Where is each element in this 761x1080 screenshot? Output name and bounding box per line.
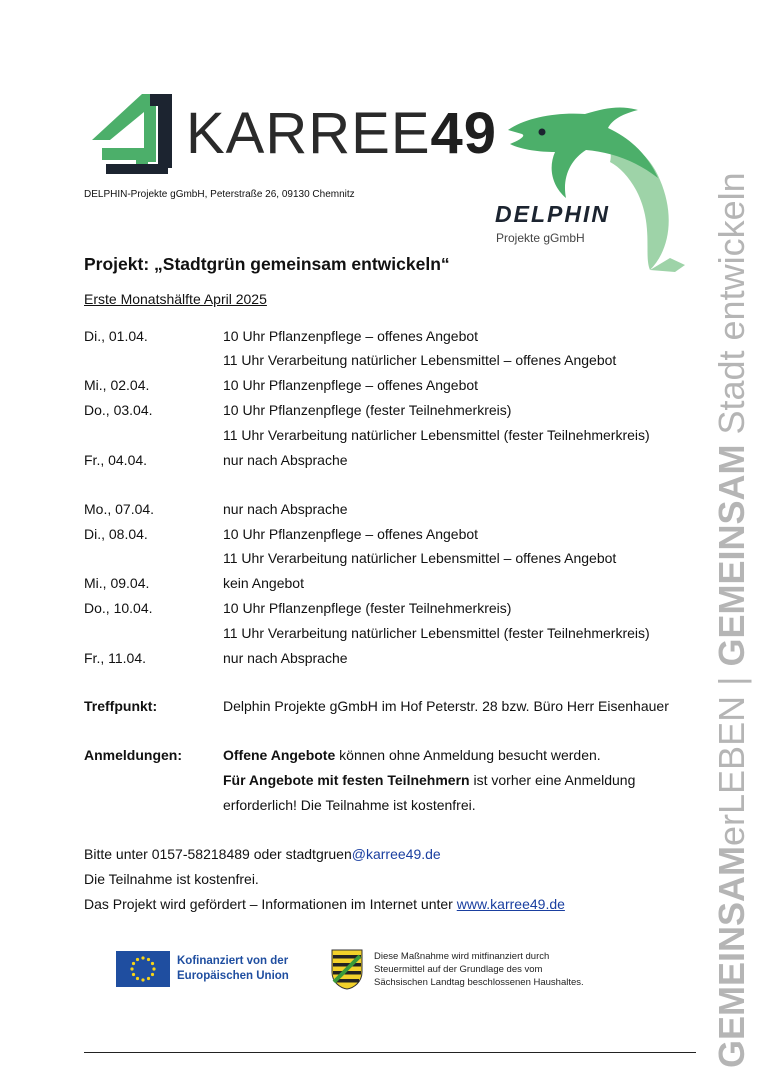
- sender-address: DELPHIN-Projekte gGmbH, Peterstraße 26, 09130 Chemnitz: [84, 189, 355, 200]
- dolphin-logo-icon: [500, 100, 700, 275]
- contact-phone-email: Bitte unter 0157-58218489 oder stadtgruen: [84, 846, 352, 862]
- schedule-day: Di., 08.04.: [84, 526, 148, 542]
- registration-line-1-rest: können ohne Anmeldung besucht werden.: [335, 747, 601, 763]
- slogan-part2-bold: GEMEINSAM: [711, 444, 752, 667]
- contact-line-3: [84, 896, 565, 912]
- meeting-location: Delphin Projekte gGmbH im Hof Peterstr. 28 bzw. Büro Herr Eisenhauer: [223, 698, 669, 714]
- saxony-funding-text: [374, 950, 584, 989]
- schedule-activity: 10 Uhr Pflanzenpflege (fester Teilnehmerkreis): [223, 600, 512, 616]
- funding-info-text: Das Projekt wird gefördert – Informationen im Internet unter: [84, 896, 457, 912]
- schedule-activity: 10 Uhr Pflanzenpflege – offenes Angebot: [223, 377, 479, 393]
- schedule-day: Mi., 09.04.: [84, 575, 150, 591]
- registration-line-2-rest: ist vorher eine Anmeldung: [469, 772, 636, 788]
- eu-text-line-1: Kofinanziert von der: [177, 955, 289, 967]
- karree-text: KARREE: [186, 101, 431, 166]
- contact-line-2: Die Teilnahme ist kostenfrei.: [84, 871, 259, 887]
- schedule-activity: 11 Uhr Verarbeitung natürlicher Lebensmittel (fester Teilnehmerkreis): [223, 625, 650, 641]
- schedule-activity: nur nach Absprache: [223, 501, 348, 517]
- schedule-day: Do., 10.04.: [84, 600, 153, 616]
- schedule-period: Erste Monatshälfte April 2025: [84, 291, 267, 307]
- schedule-activity: 10 Uhr Pflanzenpflege – offenes Angebot: [223, 328, 479, 344]
- karree49-wordmark: [186, 101, 498, 166]
- delphin-brand-subtitle: Projekte gGmbH: [496, 231, 585, 245]
- registration-line-3: erforderlich! Die Teilnahme ist kostenfrei.: [223, 797, 476, 813]
- schedule-activity: kein Angebot: [223, 575, 304, 591]
- slogan-part1-bold: GEMEINSAM: [711, 845, 752, 1068]
- registration-open-offers: Offene Angebote: [223, 747, 336, 763]
- karree-number: 49: [430, 101, 498, 166]
- contact-line-1: [84, 846, 441, 862]
- schedule-activity: nur nach Absprache: [223, 452, 348, 468]
- schedule-activity: 11 Uhr Verarbeitung natürlicher Lebensmittel (fester Teilnehmerkreis): [223, 427, 650, 443]
- eu-text-line-2: Europäischen Union: [177, 970, 289, 982]
- meeting-label: Treffpunkt:: [84, 698, 158, 714]
- footer-divider: [84, 1052, 696, 1053]
- schedule-activity: 11 Uhr Verarbeitung natürlicher Lebensmittel – offenes Angebot: [223, 550, 617, 566]
- schedule-activity: 11 Uhr Verarbeitung natürlicher Lebensmittel – offenes Angebot: [223, 352, 617, 368]
- registration-label: Anmeldungen:: [84, 747, 182, 763]
- vertical-slogan: [712, 172, 752, 1068]
- website-link[interactable]: www.karree49.de: [456, 896, 565, 912]
- registration-fixed-offers: Für Angebote mit festen Teilnehmern: [223, 772, 470, 788]
- schedule-day: Fr., 11.04.: [84, 650, 146, 666]
- schedule-day: Di., 01.04.: [84, 328, 148, 344]
- registration-line-2: [223, 772, 635, 788]
- saxony-text-line-3: Sächsischen Landtag beschlossenen Haushaltes.: [374, 977, 584, 988]
- email-domain-link[interactable]: @karree49.de: [351, 846, 441, 862]
- saxony-text-line-1: Diese Maßnahme wird mitfinanziert durch: [374, 951, 550, 962]
- delphin-brand-name: DELPHIN: [495, 201, 610, 227]
- registration-line-1: [223, 747, 601, 763]
- schedule-day: Mi., 02.04.: [84, 377, 150, 393]
- schedule-day: Mo., 07.04.: [84, 501, 155, 517]
- schedule-activity: nur nach Absprache: [223, 650, 348, 666]
- saxony-text-line-2: Steuermittel auf der Grundlage des vom: [374, 964, 543, 975]
- schedule-activity: 10 Uhr Pflanzenpflege – offenes Angebot: [223, 526, 479, 542]
- eu-flag-icon: [116, 951, 170, 987]
- saxony-coat-of-arms-icon: [330, 948, 364, 990]
- eu-cofunding-text: [177, 954, 289, 984]
- schedule-day: Fr., 04.04.: [84, 452, 148, 468]
- slogan-part2-regular: Stadt entwickeln: [711, 172, 752, 445]
- project-title: Projekt: „Stadtgrün gemeinsam entwickeln“: [84, 254, 450, 274]
- schedule-activity: 10 Uhr Pflanzenpflege (fester Teilnehmerkreis): [223, 402, 512, 418]
- slogan-part1-regular: erLEBEN: [711, 695, 752, 846]
- schedule-day: Do., 03.04.: [84, 402, 153, 418]
- slogan-separator: |: [711, 666, 752, 696]
